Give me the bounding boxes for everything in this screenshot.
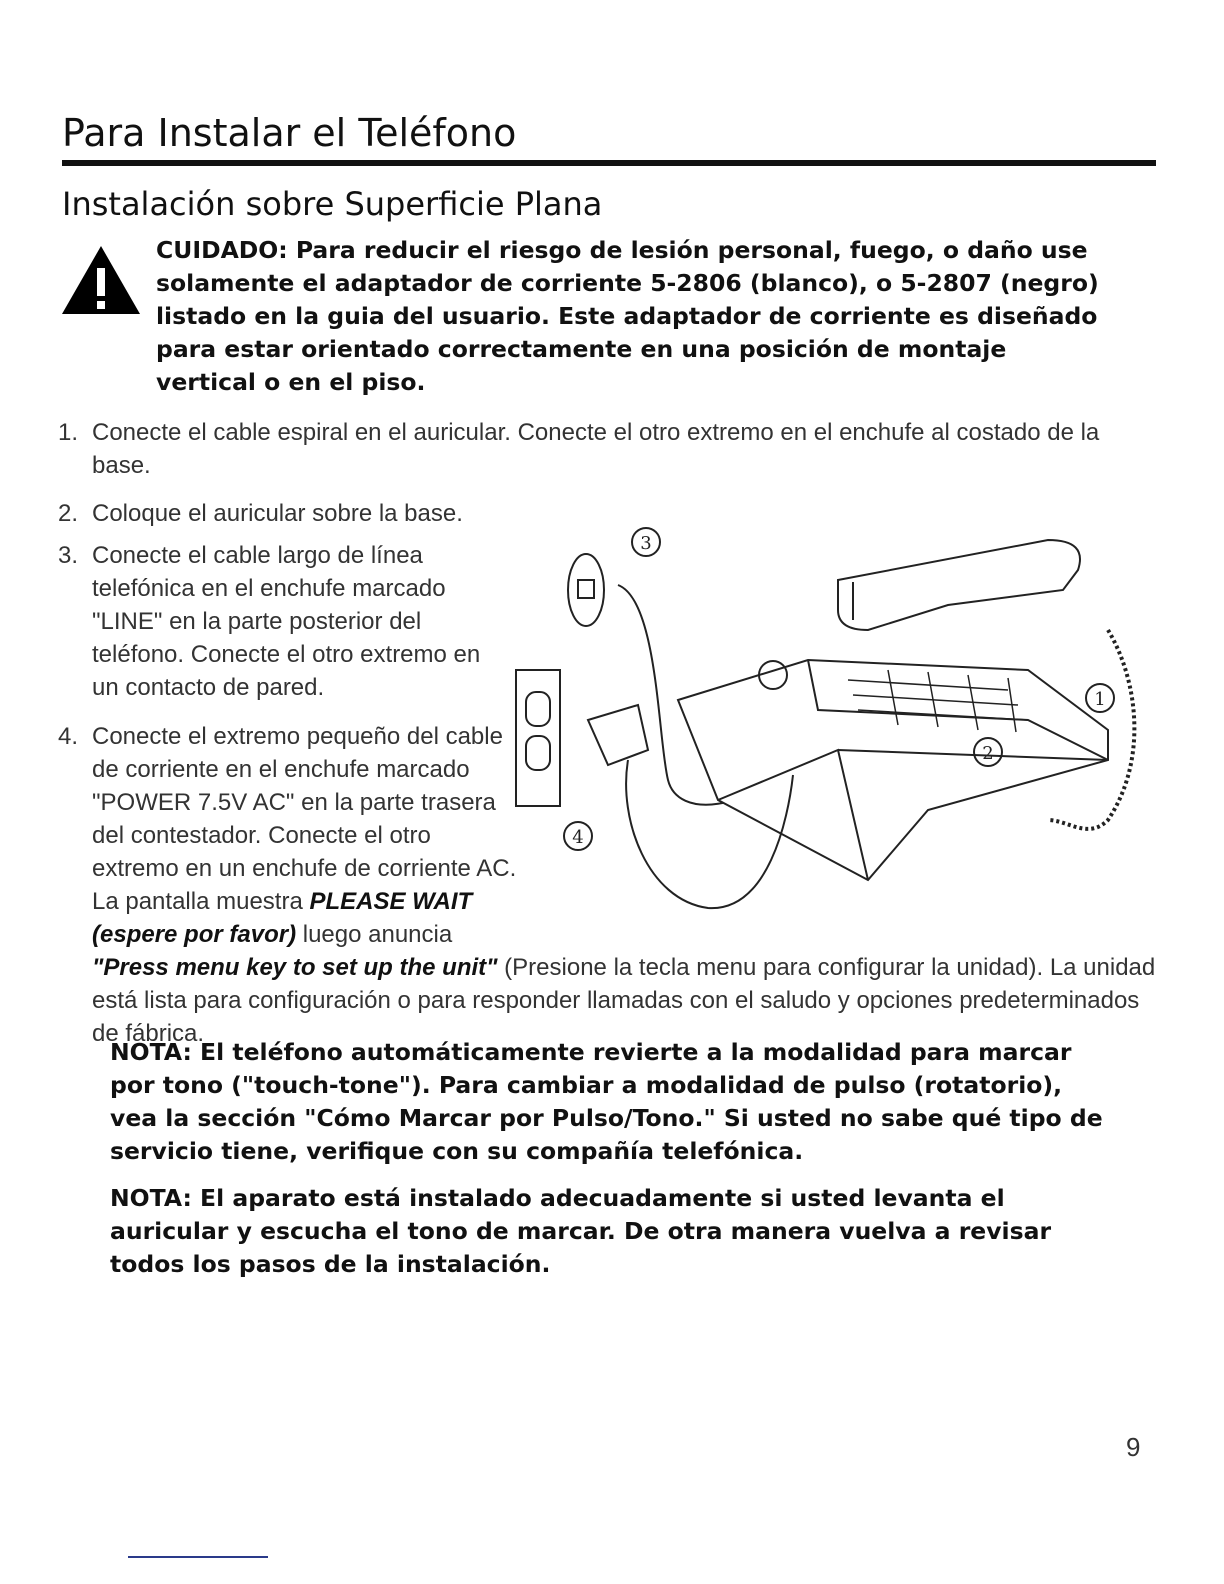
footer-line xyxy=(128,1556,268,1558)
page-number: 9 xyxy=(1126,1432,1141,1462)
step-1 xyxy=(58,416,1152,482)
caution-text: CUIDADO: Para reducir el riesgo de lesión personal, fuego, o daño use solamente el adaptador de corriente 5-2806 (blanco), o 5-2807 (negro) listado en la guia del usuario. Este adaptador de corriente es diseñado para estar orientado correctamente en una posición de montaje vertical o en el piso. xyxy=(156,236,1099,396)
phone-installation-illustration xyxy=(508,520,1168,930)
callout-4: 4 xyxy=(572,827,584,848)
step-text: Conecte el cable espiral en el auricular. Conecte el otro extremo en el enchufe al costado de la base. xyxy=(92,419,1100,479)
note-1: NOTA: El teléfono automáticamente revierte a la modalidad para marcar por tono ("touch-tone"). Para cambiar a modalidad de pulso (rotatorio), vea la sección "Cómo Marcar por Pulso/Tono." Si usted no sabe qué tipo de servicio tiene, verifique con su compañía telefónica. xyxy=(110,1038,1103,1165)
callout-2: 2 xyxy=(982,743,994,764)
step-text: Coloque el auricular sobre la base. xyxy=(92,500,463,527)
step-number: 1. xyxy=(58,419,79,446)
step-number: 2. xyxy=(58,500,79,527)
page-title: Para Instalar el Teléfono xyxy=(62,110,1156,166)
note-2: NOTA: El aparato está instalado adecuadamente si usted levanta el auricular y escucha el tono de marcar. De otra manera vuelva a revisar todos los pasos de la instalación. xyxy=(110,1184,1052,1278)
callout-3: 3 xyxy=(640,533,652,554)
callout-1: 1 xyxy=(1094,689,1106,710)
warning-triangle-icon xyxy=(60,244,142,316)
step-number: 3. xyxy=(58,542,79,569)
step-text: Conecte el extremo pequeño del cable de corriente en el enchufe marcado "POWER 7.5V AC" en la parte trasera del contestador. Conecte el otro extremo en un enchufe de corriente AC. La pantalla muestra xyxy=(92,723,517,915)
step-2 xyxy=(58,497,512,530)
display-message: PLEASE WAIT (espere por favor) xyxy=(92,888,473,948)
step-number: 4. xyxy=(58,723,79,750)
step-3 xyxy=(58,539,512,704)
step-text: Conecte el cable largo de línea telefónica en el enchufe marcado "LINE" en la parte posterior del teléfono. Conecte el otro extremo en un contacto de pared. xyxy=(92,542,481,701)
announcement-message: "Press menu key to set up the unit" xyxy=(92,954,498,981)
step-text: (Presione la tecla menu para configurar la unidad). La unidad está lista para configuración o para responder llamadas con el saludo y opciones predeterminados de fábrica. xyxy=(92,954,1156,1047)
section-subtitle: Instalación sobre Superficie Plana xyxy=(62,185,603,223)
step-text: luego anuncia xyxy=(296,921,453,948)
